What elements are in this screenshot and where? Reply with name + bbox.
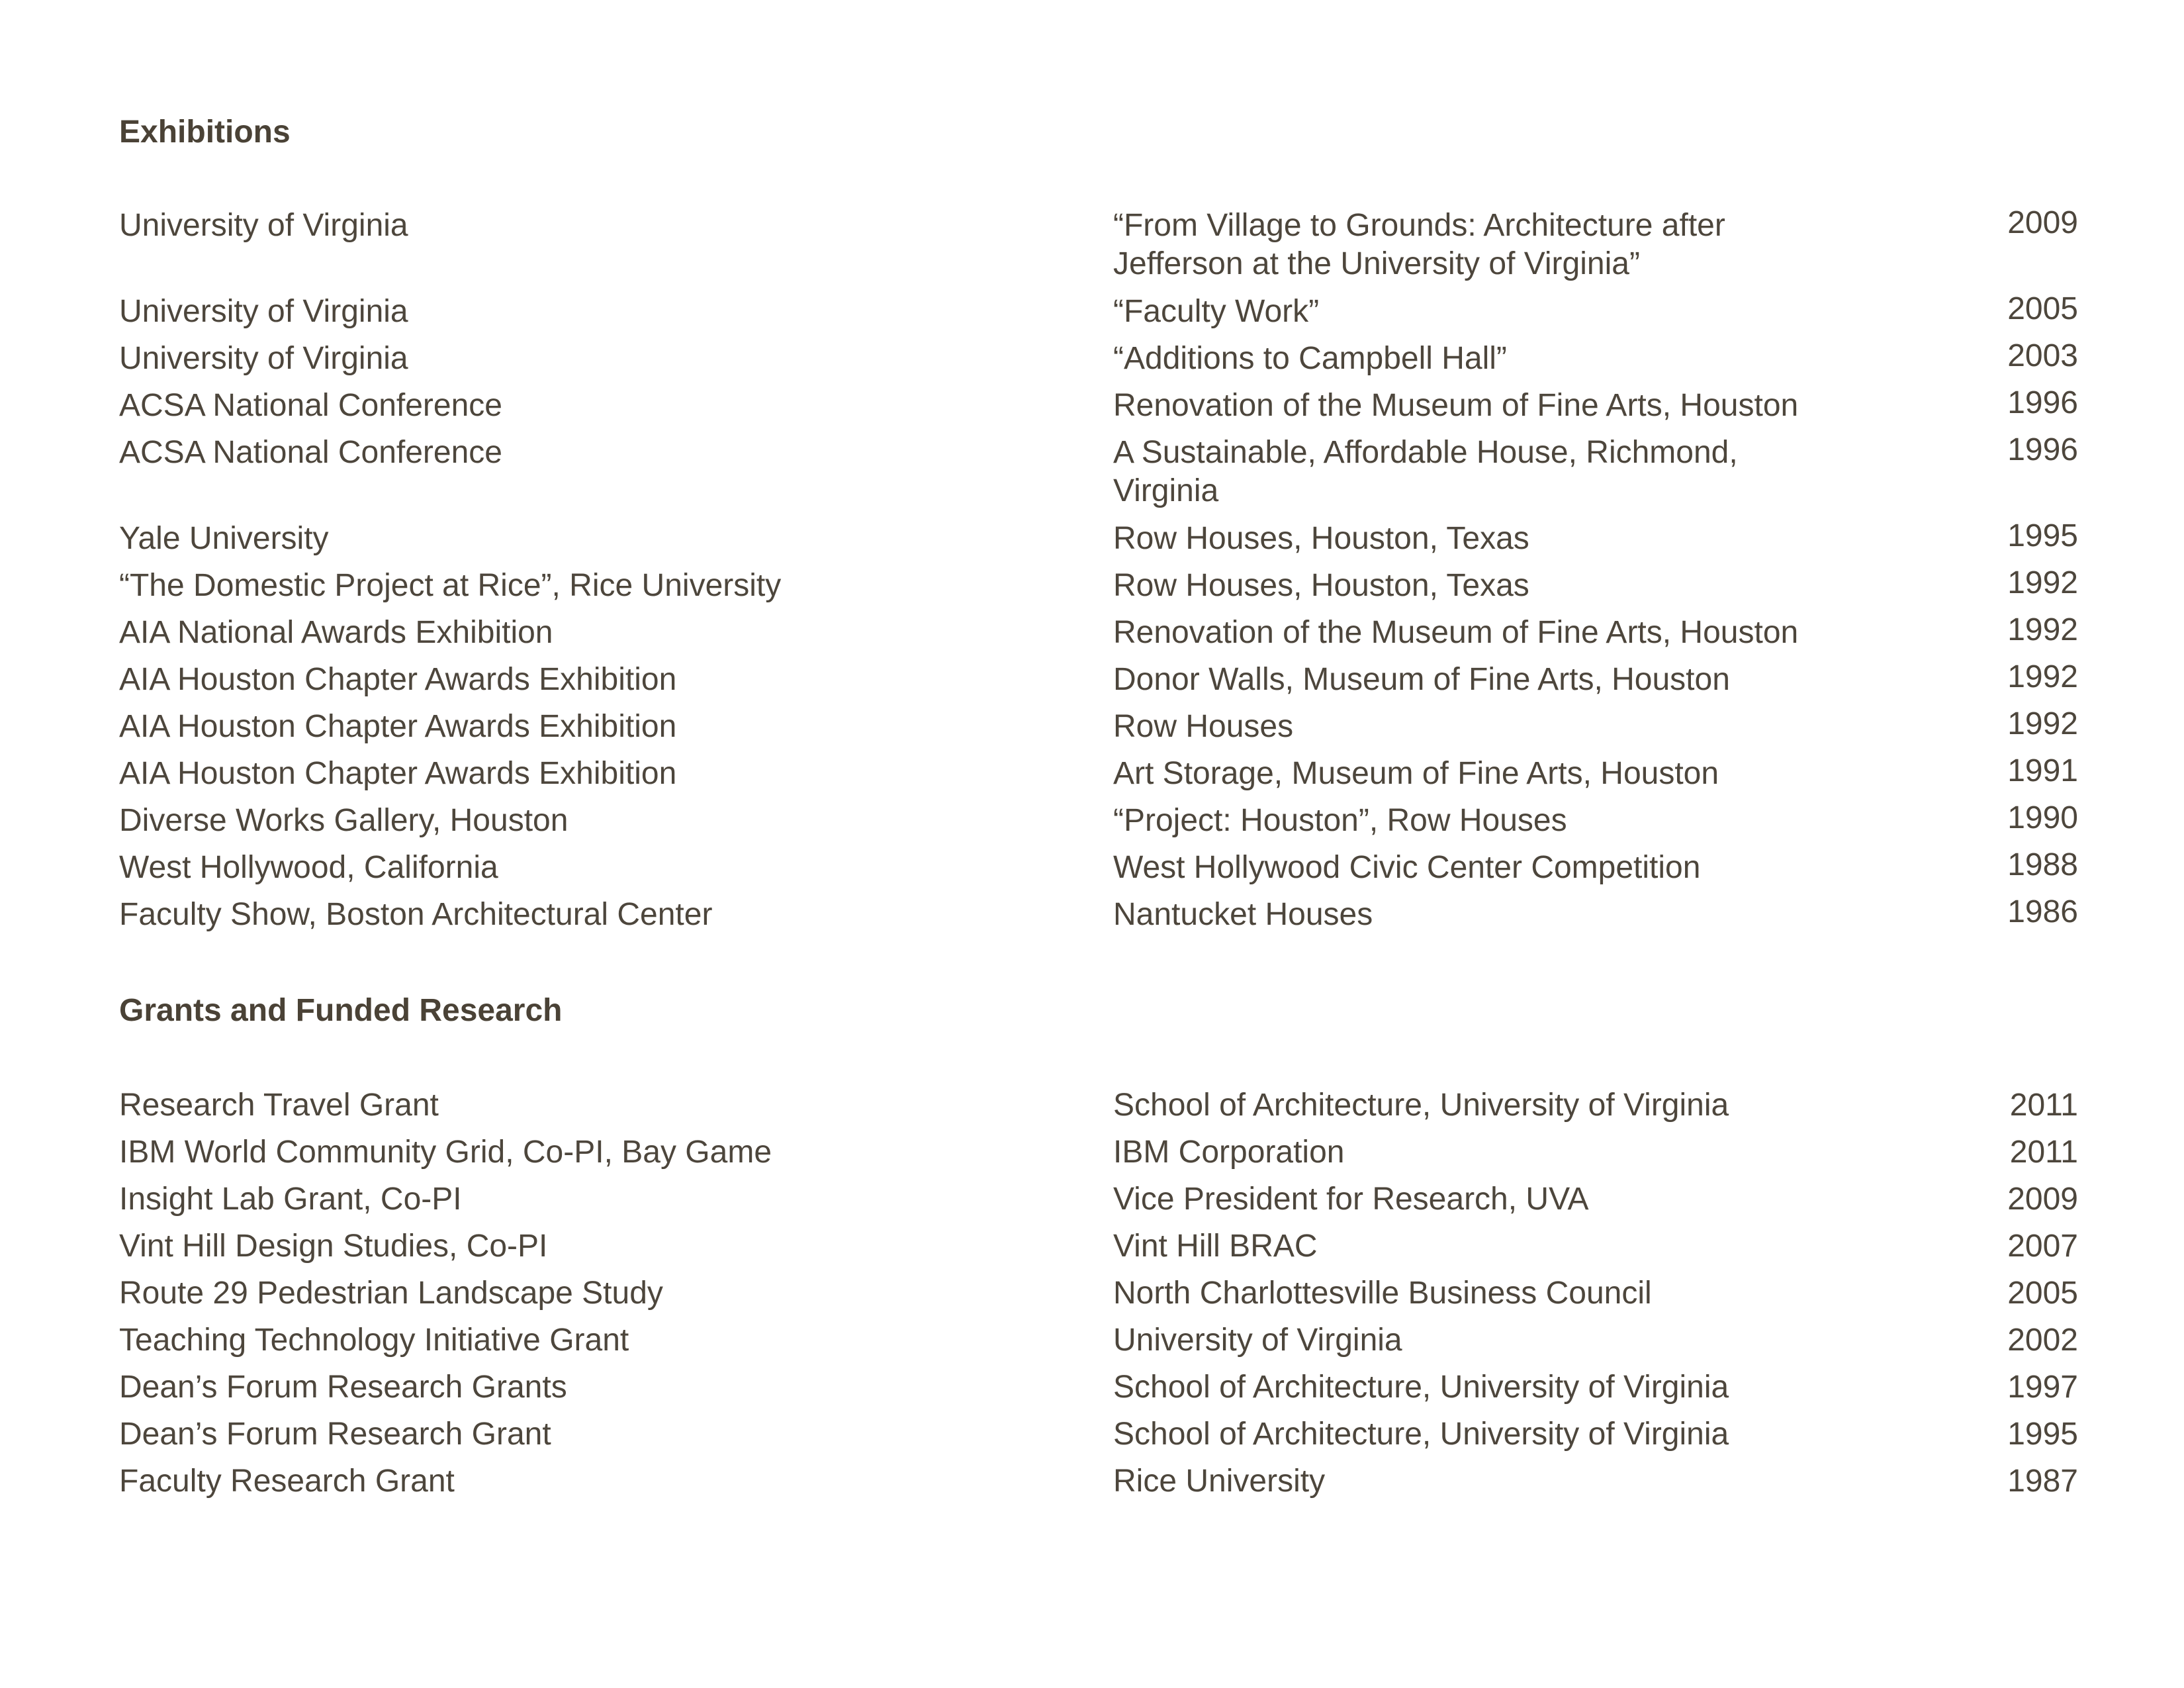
exhibition-year: 1995 <box>2007 518 2078 553</box>
grant-name: Dean’s Forum Research Grant <box>119 1417 551 1452</box>
grant-year: 1995 <box>2007 1417 2078 1452</box>
grant-year: 2005 <box>2007 1276 2078 1311</box>
grant-row <box>0 1274 2184 1321</box>
exhibition-row <box>0 520 2184 567</box>
exhibition-year: 1996 <box>2007 432 2078 467</box>
grant-name: Research Travel Grant <box>119 1088 439 1123</box>
grant-name: IBM World Community Grid, Co-PI, Bay Game <box>119 1135 772 1170</box>
grant-row <box>0 1227 2184 1274</box>
grant-source: Vint Hill BRAC <box>1113 1229 1318 1264</box>
exhibition-row <box>0 849 2184 896</box>
exhibition-year: 1991 <box>2007 753 2078 788</box>
grant-row <box>0 1368 2184 1415</box>
exhibition-row <box>0 896 2184 943</box>
exhibition-row <box>0 387 2184 434</box>
grant-source: School of Architecture, University of Virginia <box>1113 1088 1729 1123</box>
grant-source: North Charlottesville Business Council <box>1113 1276 1652 1311</box>
exhibition-venue: University of Virginia <box>119 294 408 329</box>
grant-row <box>0 1133 2184 1180</box>
exhibition-year: 1986 <box>2007 894 2078 929</box>
exhibition-row <box>0 661 2184 708</box>
exhibition-year: 1992 <box>2007 612 2078 647</box>
grant-row <box>0 1321 2184 1368</box>
exhibition-row <box>0 614 2184 661</box>
exhibition-work: “From Village to Grounds: Architecture after Jefferson at the University of Virginia” <box>1113 208 1725 281</box>
grant-year: 1987 <box>2007 1464 2078 1499</box>
exhibition-venue: Yale University <box>119 521 329 556</box>
grant-source: School of Architecture, University of Virginia <box>1113 1370 1729 1405</box>
exhibition-work: Row Houses <box>1113 709 1294 744</box>
exhibition-year: 1996 <box>2007 385 2078 420</box>
exhibition-row <box>0 802 2184 849</box>
exhibition-year: 1992 <box>2007 659 2078 694</box>
exhibitions-list <box>0 207 2184 943</box>
exhibition-row <box>0 293 2184 340</box>
exhibition-venue: AIA Houston Chapter Awards Exhibition <box>119 662 677 697</box>
grant-year: 2002 <box>2007 1323 2078 1358</box>
exhibition-year: 1990 <box>2007 800 2078 835</box>
grant-source: IBM Corporation <box>1113 1135 1345 1170</box>
exhibition-year: 1988 <box>2007 847 2078 882</box>
grant-source: University of Virginia <box>1113 1323 1402 1358</box>
grant-name: Vint Hill Design Studies, Co-PI <box>119 1229 548 1264</box>
exhibition-row <box>0 207 2184 293</box>
grants-list <box>0 1086 2184 1509</box>
exhibitions-heading: Exhibitions <box>119 115 291 150</box>
exhibition-row <box>0 708 2184 755</box>
grant-row <box>0 1086 2184 1133</box>
exhibition-venue: ACSA National Conference <box>119 435 502 470</box>
grant-source: School of Architecture, University of Virginia <box>1113 1417 1729 1452</box>
exhibition-venue: AIA Houston Chapter Awards Exhibition <box>119 756 677 791</box>
grants-heading: Grants and Funded Research <box>119 993 563 1028</box>
exhibition-work: Row Houses, Houston, Texas <box>1113 521 1529 556</box>
exhibition-year: 2003 <box>2007 338 2078 373</box>
exhibition-venue: University of Virginia <box>119 208 408 243</box>
exhibition-work: Donor Walls, Museum of Fine Arts, Houston <box>1113 662 1730 697</box>
grant-row <box>0 1462 2184 1509</box>
grant-year: 2007 <box>2007 1229 2078 1264</box>
grant-name: Route 29 Pedestrian Landscape Study <box>119 1276 663 1311</box>
exhibition-work: A Sustainable, Affordable House, Richmond, Virginia <box>1113 435 1738 508</box>
grant-source: Rice University <box>1113 1464 1326 1499</box>
grant-row <box>0 1415 2184 1462</box>
exhibition-work: West Hollywood Civic Center Competition <box>1113 850 1701 885</box>
exhibition-work: Nantucket Houses <box>1113 897 1373 932</box>
grant-name: Teaching Technology Initiative Grant <box>119 1323 629 1358</box>
exhibition-year: 2009 <box>2007 205 2078 240</box>
exhibition-venue: AIA National Awards Exhibition <box>119 615 553 650</box>
exhibition-venue: Faculty Show, Boston Architectural Center <box>119 897 713 932</box>
exhibition-work: “Additions to Campbell Hall” <box>1113 341 1507 376</box>
exhibition-work: “Project: Houston”, Row Houses <box>1113 803 1567 838</box>
exhibition-work: “Faculty Work” <box>1113 294 1320 329</box>
exhibition-work: Renovation of the Museum of Fine Arts, Houston <box>1113 388 1799 423</box>
grant-year: 2011 <box>2009 1088 2078 1123</box>
grant-year: 2011 <box>2009 1135 2078 1170</box>
exhibition-venue: “The Domestic Project at Rice”, Rice University <box>119 568 782 603</box>
grant-source: Vice President for Research, UVA <box>1113 1182 1589 1217</box>
grant-row <box>0 1180 2184 1227</box>
exhibition-row <box>0 567 2184 614</box>
exhibition-work: Art Storage, Museum of Fine Arts, Houston <box>1113 756 1719 791</box>
exhibition-work: Row Houses, Houston, Texas <box>1113 568 1529 603</box>
exhibition-venue: University of Virginia <box>119 341 408 376</box>
grant-name: Insight Lab Grant, Co-PI <box>119 1182 462 1217</box>
exhibition-work: Renovation of the Museum of Fine Arts, Houston <box>1113 615 1799 650</box>
exhibition-row <box>0 340 2184 387</box>
grant-year: 2009 <box>2007 1182 2078 1217</box>
grant-year: 1997 <box>2007 1370 2078 1405</box>
exhibition-year: 2005 <box>2007 291 2078 326</box>
exhibition-year: 1992 <box>2007 565 2078 600</box>
grant-name: Faculty Research Grant <box>119 1464 455 1499</box>
exhibition-year: 1992 <box>2007 706 2078 741</box>
exhibition-venue: AIA Houston Chapter Awards Exhibition <box>119 709 677 744</box>
exhibition-venue: West Hollywood, California <box>119 850 498 885</box>
grant-name: Dean’s Forum Research Grants <box>119 1370 567 1405</box>
exhibition-venue: Diverse Works Gallery, Houston <box>119 803 569 838</box>
exhibition-venue: ACSA National Conference <box>119 388 502 423</box>
exhibition-row <box>0 434 2184 520</box>
exhibition-row <box>0 755 2184 802</box>
